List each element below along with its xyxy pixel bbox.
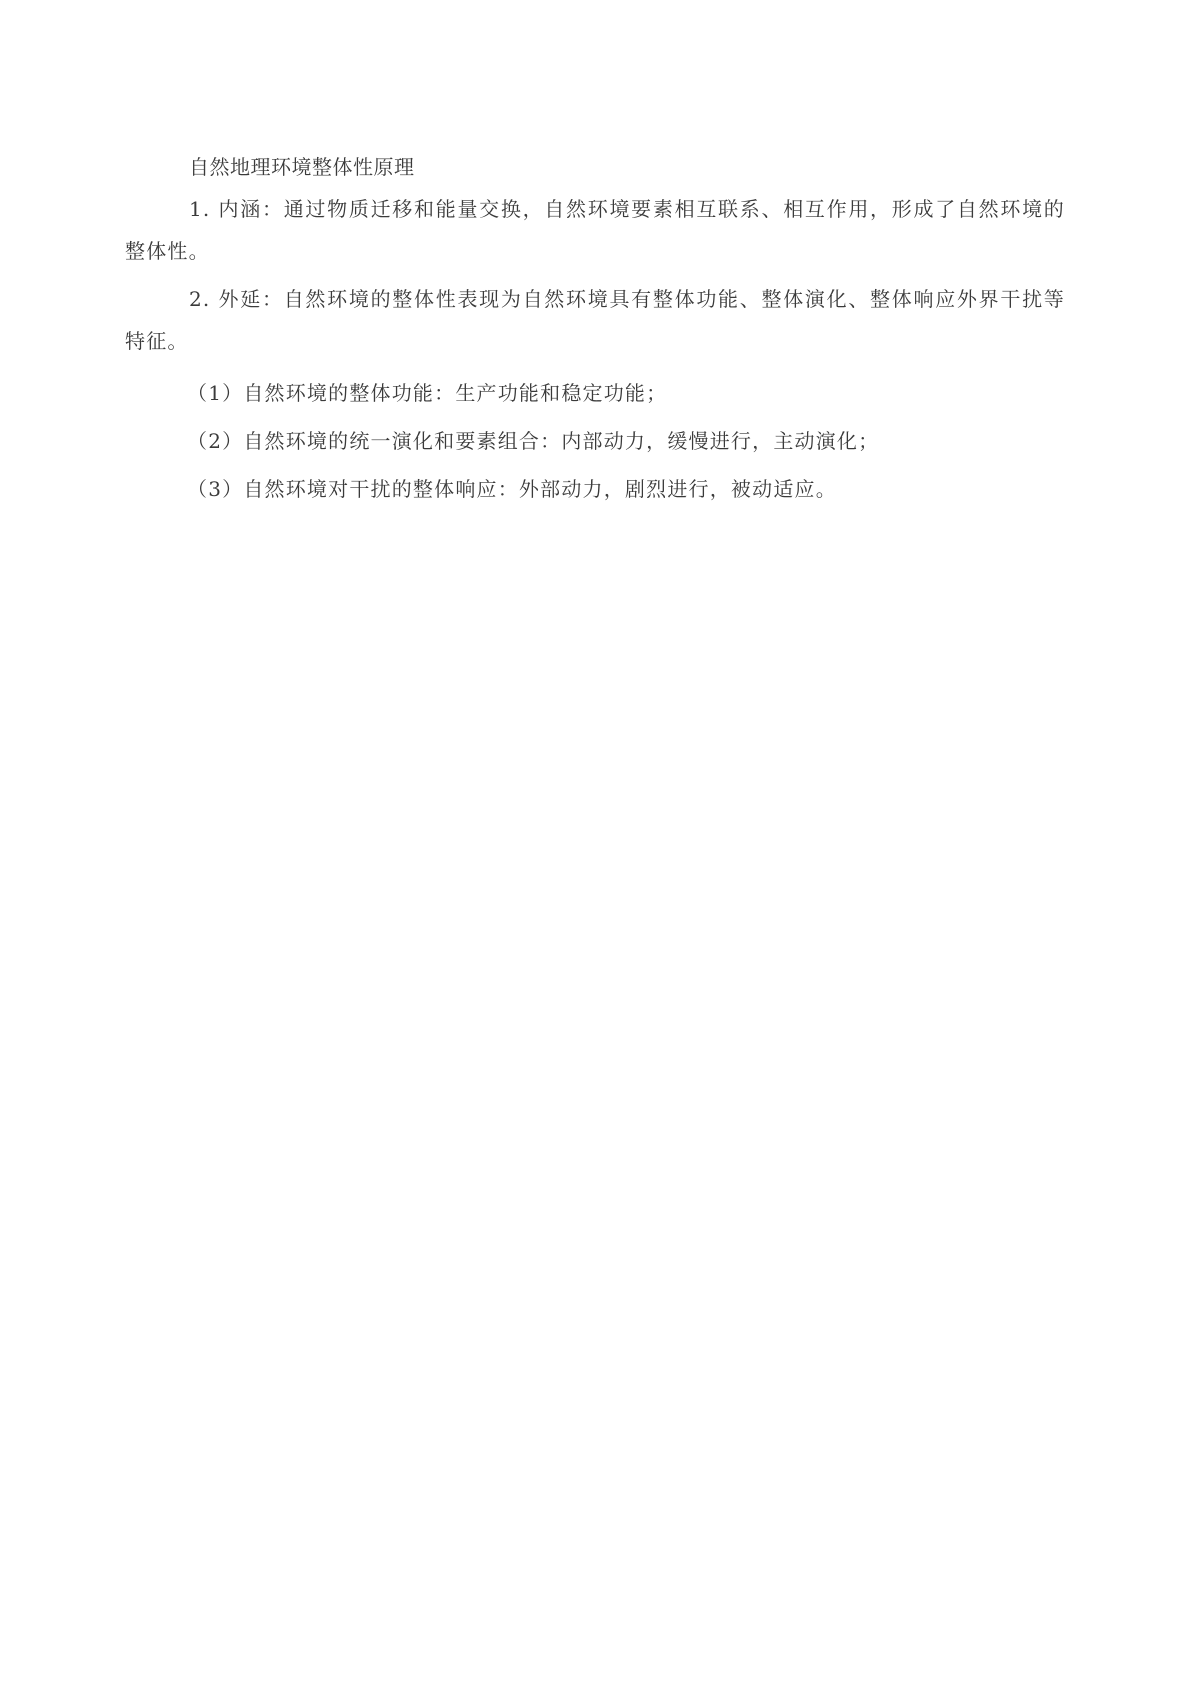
paragraph-connotation: 1. 内涵：通过物质迁移和能量交换，自然环境要素相互联系、相互作用，形成了自然环境的整体性。 xyxy=(125,197,1065,263)
characteristics-list xyxy=(125,372,1065,510)
paragraph-extension: 2. 外延：自然环境的整体性表现为自然环境具有整体功能、整体演化、整体响应外界干扰等特征。 xyxy=(125,287,1065,353)
list-item: （1）自然环境的整体功能：生产功能和稳定功能； xyxy=(187,381,668,405)
list-item: （2）自然环境的统一演化和要素组合：内部动力，缓慢进行，主动演化； xyxy=(187,429,880,453)
document-body xyxy=(125,146,1065,516)
list-item: （3）自然环境对干扰的整体响应：外部动力，剧烈进行，被动适应。 xyxy=(187,477,837,501)
document-title: 自然地理环境整体性原理 xyxy=(189,155,415,179)
